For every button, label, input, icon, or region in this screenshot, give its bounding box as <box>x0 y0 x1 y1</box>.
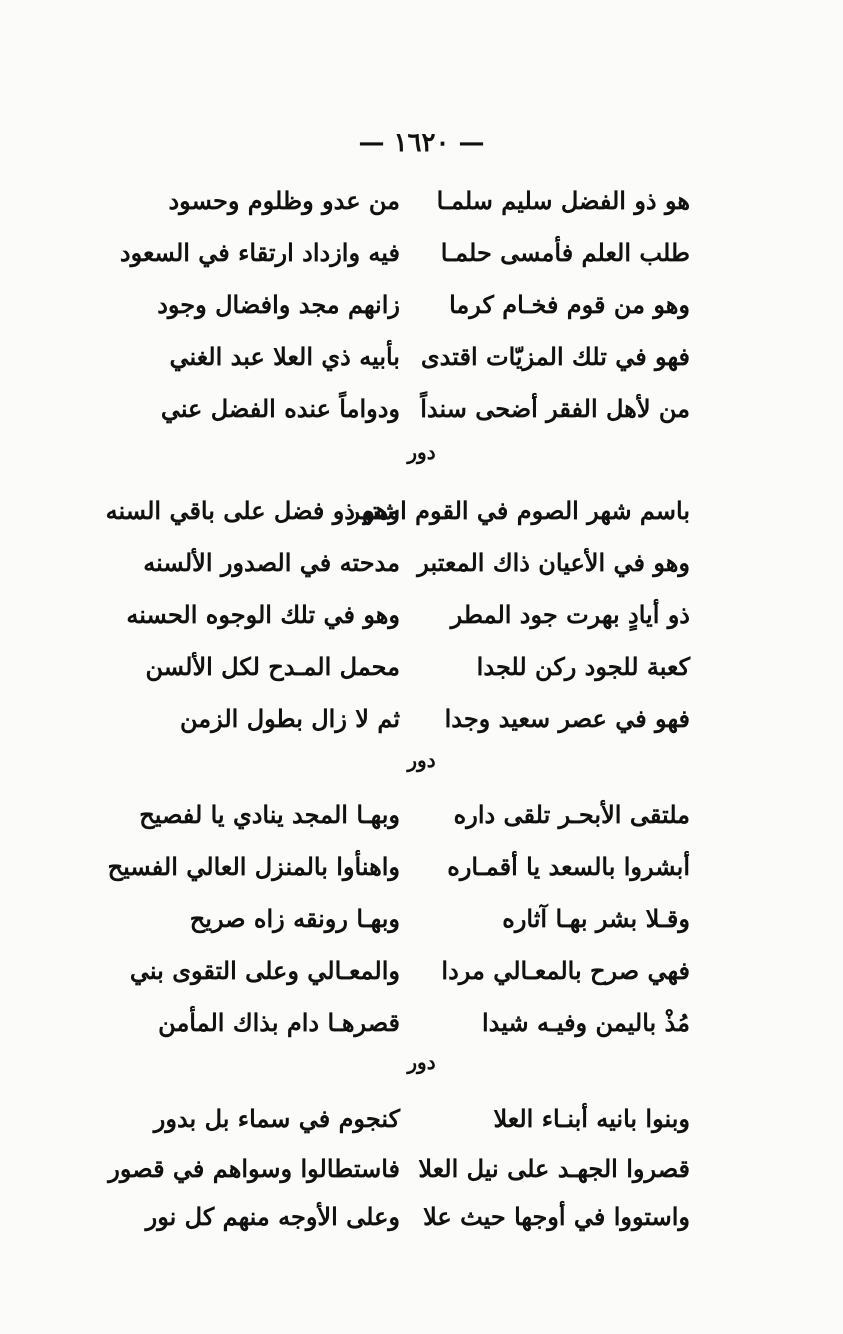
verse-second-hemistich: محمل المـدح لكل الألسن <box>145 652 400 681</box>
verse-first-hemistich: قصروا الجهـد على نيل العلا <box>418 1154 690 1183</box>
verse-second-hemistich: بأبيه ذي العلا عبد الغني <box>169 342 400 371</box>
stanza-marker: دور <box>407 440 436 464</box>
verse-second-hemistich: فاستطالوا وسواهم في قصور <box>108 1154 400 1183</box>
verse-line <box>126 600 690 646</box>
verse-first-hemistich: وهو من قوم فخـام كرما <box>449 290 690 319</box>
verse-line <box>150 186 690 232</box>
verse-second-hemistich: وبهـا المجد ينادي يا لفصيح <box>139 800 400 829</box>
verse-second-hemistich: وعلى الأوجه منهم كل نور <box>145 1202 400 1231</box>
verse-first-hemistich: واستووا في أوجها حيث علا <box>423 1202 690 1231</box>
verse-first-hemistich: أبشروا بالسعد يا أقمـاره <box>447 852 690 881</box>
verse-line <box>143 548 690 594</box>
verse-first-hemistich: وقـلا بشر بهـا آثاره <box>502 904 690 933</box>
verse-first-hemistich: ذو أيادٍ بهرت جود المطر <box>450 600 690 629</box>
verse-line <box>139 800 690 846</box>
verse-line <box>150 904 690 950</box>
verse-second-hemistich: وبهـا رونقه زاه صريح <box>189 904 400 933</box>
verse-line <box>150 704 690 750</box>
verse-second-hemistich: قصرهـا دام بذاك المأمن <box>158 1008 400 1037</box>
verse-first-hemistich: باسم شهر الصوم في القوم اشتهر <box>348 496 690 525</box>
verse-line <box>150 394 690 440</box>
page-number: — ١٦٢٠ — <box>358 128 485 158</box>
verse-first-hemistich: مُذْ باليمن وفيـه شيدا <box>481 1008 690 1037</box>
stanza-marker: دور <box>407 748 436 772</box>
verse-second-hemistich: وهو في تلك الوجوه الحسنه <box>126 600 400 629</box>
verse-first-hemistich: فهو في تلك المزيّات اقتدى <box>420 342 690 371</box>
verse-first-hemistich: فهو في عصر سعيد وجدا <box>444 704 690 733</box>
verse-line <box>107 852 690 898</box>
verse-first-hemistich: فهي صرح بالمعـالي مردا <box>441 956 690 985</box>
verse-first-hemistich: هو ذو الفضل سليم سلمـا <box>436 186 690 215</box>
verse-first-hemistich: وهو في الأعيان ذاك المعتبر <box>417 548 690 577</box>
verse-line <box>150 342 690 388</box>
verse-second-hemistich: ثم لا زال بطول الزمن <box>179 704 400 733</box>
verse-line <box>129 956 690 1002</box>
verse-first-hemistich: كعبة للجود ركن للجدا <box>476 652 690 681</box>
verse-second-hemistich: زانهم مجد وافضال وجود <box>157 290 400 319</box>
verse-second-hemistich: فيه وازداد ارتقاء في السعود <box>119 238 400 267</box>
verse-second-hemistich: من عدو وظلوم وحسود <box>168 186 400 215</box>
verse-line <box>145 1202 690 1248</box>
verse-line <box>145 652 690 698</box>
verse-second-hemistich: مدحته في الصدور الألسنه <box>143 548 400 577</box>
verse-line <box>119 238 690 284</box>
verse-line <box>105 496 690 542</box>
verse-second-hemistich: والمعـالي وعلى التقوى بني <box>129 956 400 985</box>
verse-second-hemistich: ودواماً عنده الفضل عني <box>160 394 400 423</box>
verse-first-hemistich: طلب العلم فأمسى حلمـا <box>440 238 690 267</box>
verse-second-hemistich: كنجوم في سماء بل بدور <box>153 1104 400 1133</box>
verse-line <box>150 290 690 336</box>
verse-second-hemistich: واهنأوا بالمنزل العالي الفسيح <box>107 852 400 881</box>
verse-line <box>108 1154 690 1200</box>
verse-second-hemistich: وهو ذو فضل على باقي السنه <box>105 496 400 525</box>
verse-first-hemistich: وبنوا بانيه أبنـاء العلا <box>493 1104 690 1133</box>
stanza-marker: دور <box>407 1050 436 1074</box>
verse-line <box>150 1104 690 1150</box>
verse-line <box>150 1008 690 1054</box>
verse-first-hemistich: من لأهل الفقر أضحى سنداً <box>420 394 690 423</box>
verse-first-hemistich: ملتقى الأبحـر تلقى داره <box>453 800 690 829</box>
